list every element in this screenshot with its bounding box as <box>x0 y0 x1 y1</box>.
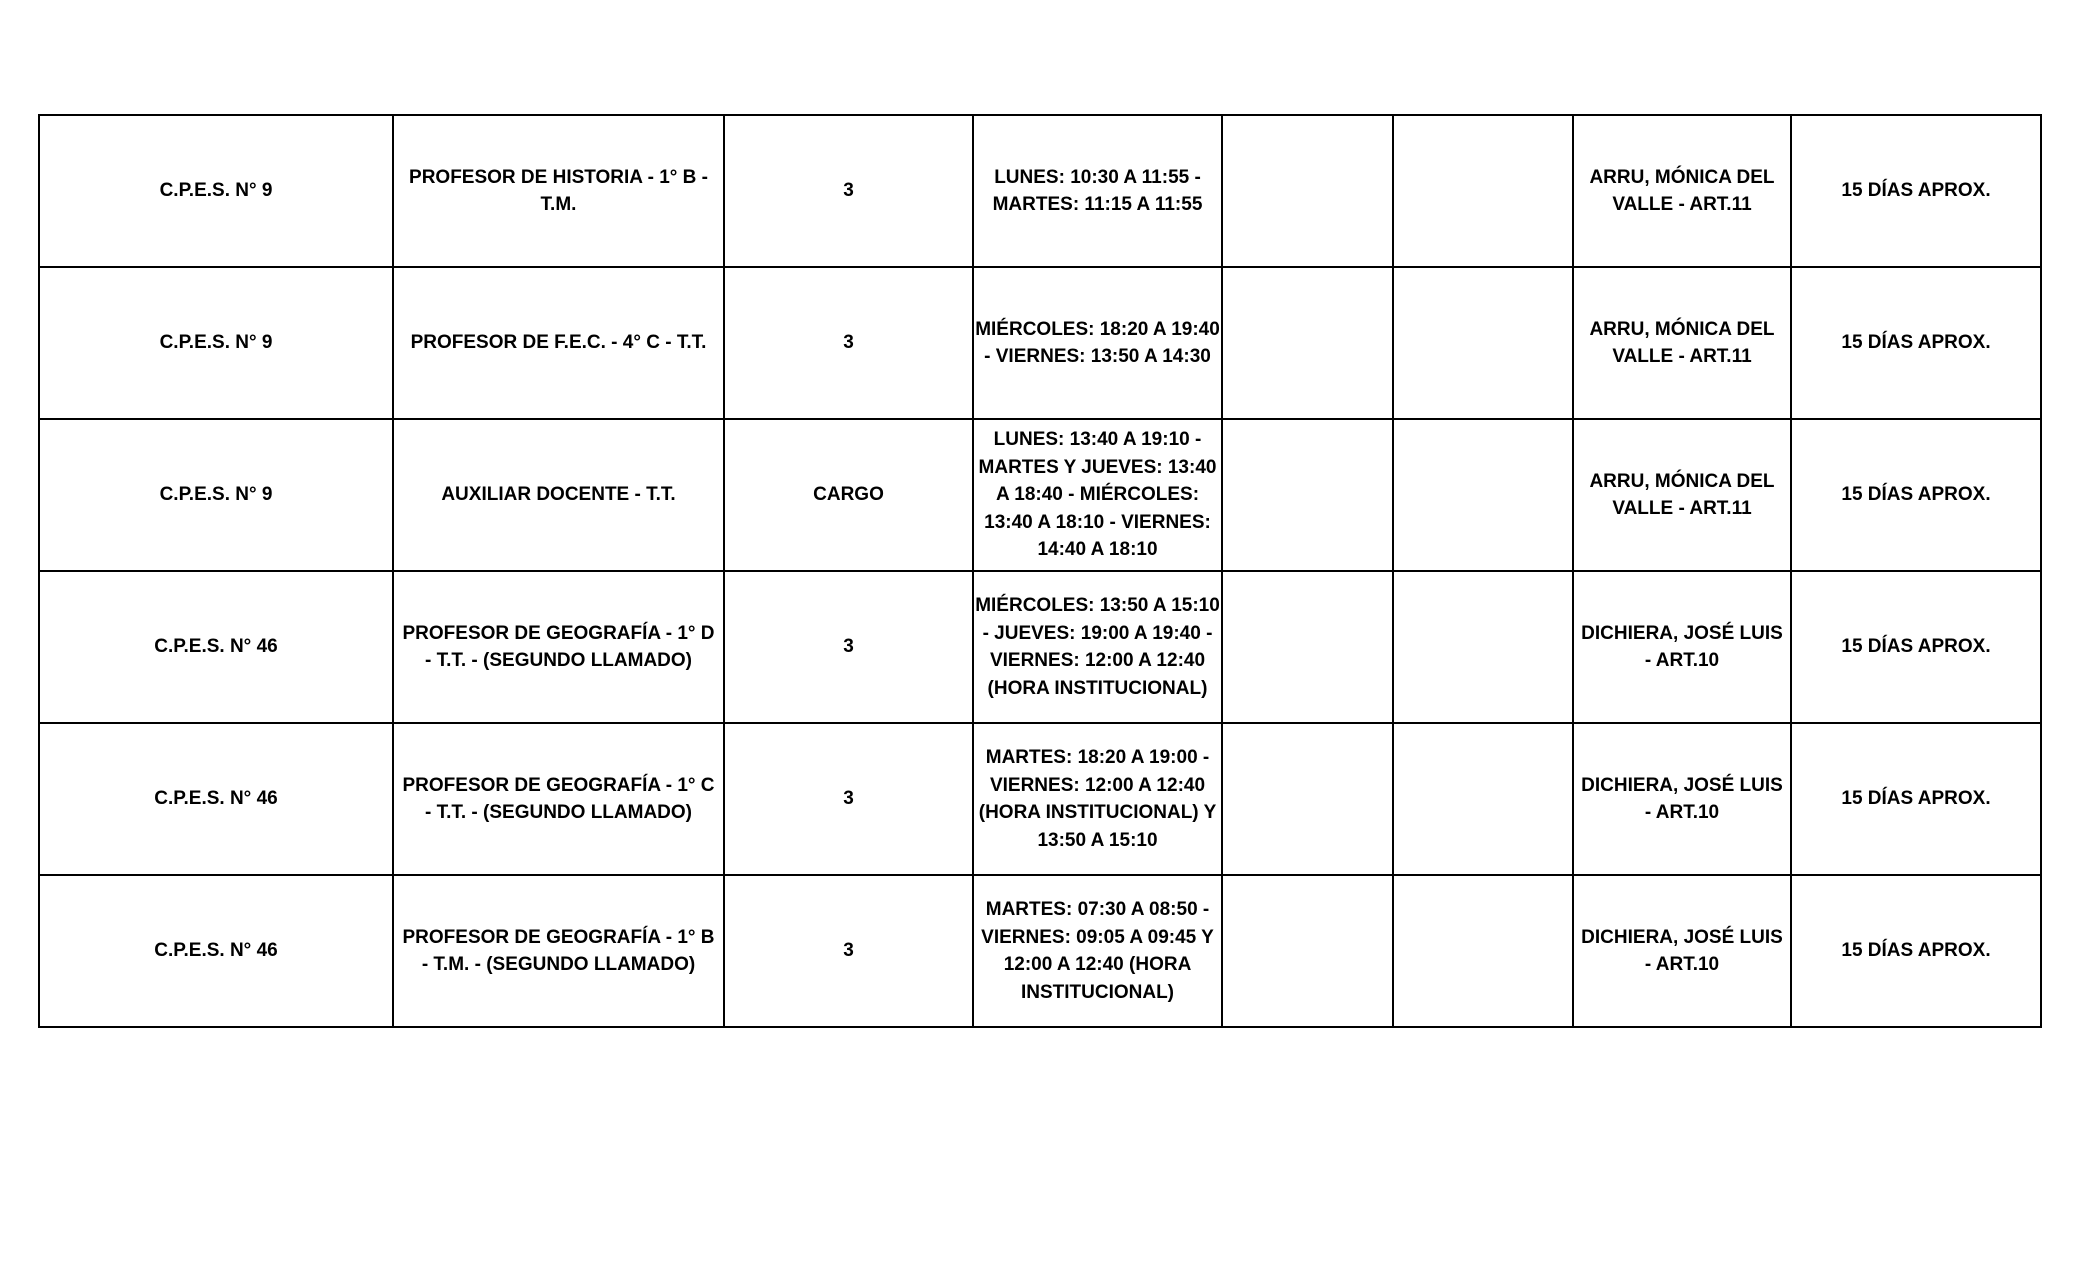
school-cell: C.P.E.S. N° 9 <box>39 419 393 571</box>
teacher-cell: DICHIERA, JOSÉ LUIS - ART.10 <box>1573 723 1791 875</box>
hours-cell: CARGO <box>724 419 973 571</box>
teacher-cell: ARRU, MÓNICA DEL VALLE - ART.11 <box>1573 419 1791 571</box>
empty-cell <box>1393 571 1573 723</box>
schedule-cell: MARTES: 07:30 A 08:50 - VIERNES: 09:05 A 09:45 Y 12:00 A 12:40 (HORA INSTITUCIONAL) <box>973 875 1222 1027</box>
teacher-cell: DICHIERA, JOSÉ LUIS - ART.10 <box>1573 875 1791 1027</box>
vacancy-table <box>38 114 2042 1028</box>
table-row <box>39 723 2041 875</box>
empty-cell <box>1393 723 1573 875</box>
empty-cell <box>1222 723 1393 875</box>
empty-cell <box>1393 267 1573 419</box>
empty-cell <box>1393 115 1573 267</box>
position-cell: PROFESOR DE GEOGRAFÍA - 1° D - T.T. - (SEGUNDO LLAMADO) <box>393 571 724 723</box>
school-cell: C.P.E.S. N° 46 <box>39 571 393 723</box>
schedule-cell: MIÉRCOLES: 18:20 A 19:40 - VIERNES: 13:50 A 14:30 <box>973 267 1222 419</box>
table-row <box>39 267 2041 419</box>
schedule-cell: MIÉRCOLES: 13:50 A 15:10 - JUEVES: 19:00 A 19:40 - VIERNES: 12:00 A 12:40 (HORA INSTITUCIONAL) <box>973 571 1222 723</box>
hours-cell: 3 <box>724 267 973 419</box>
position-cell: PROFESOR DE HISTORIA - 1° B - T.M. <box>393 115 724 267</box>
hours-cell: 3 <box>724 115 973 267</box>
school-cell: C.P.E.S. N° 46 <box>39 723 393 875</box>
empty-cell <box>1222 267 1393 419</box>
empty-cell <box>1222 571 1393 723</box>
school-cell: C.P.E.S. N° 9 <box>39 267 393 419</box>
table-row <box>39 571 2041 723</box>
teacher-cell: DICHIERA, JOSÉ LUIS - ART.10 <box>1573 571 1791 723</box>
position-cell: PROFESOR DE GEOGRAFÍA - 1° C - T.T. - (SEGUNDO LLAMADO) <box>393 723 724 875</box>
duration-cell: 15 DÍAS APROX. <box>1791 419 2041 571</box>
teacher-cell: ARRU, MÓNICA DEL VALLE - ART.11 <box>1573 267 1791 419</box>
duration-cell: 15 DÍAS APROX. <box>1791 115 2041 267</box>
schedule-cell: MARTES: 18:20 A 19:00 - VIERNES: 12:00 A 12:40 (HORA INSTITUCIONAL) Y 13:50 A 15:10 <box>973 723 1222 875</box>
school-cell: C.P.E.S. N° 9 <box>39 115 393 267</box>
empty-cell <box>1222 419 1393 571</box>
position-cell: AUXILIAR DOCENTE - T.T. <box>393 419 724 571</box>
schedule-cell: LUNES: 10:30 A 11:55 - MARTES: 11:15 A 11:55 <box>973 115 1222 267</box>
empty-cell <box>1222 115 1393 267</box>
duration-cell: 15 DÍAS APROX. <box>1791 875 2041 1027</box>
position-cell: PROFESOR DE F.E.C. - 4° C - T.T. <box>393 267 724 419</box>
table-row <box>39 115 2041 267</box>
table-row <box>39 419 2041 571</box>
hours-cell: 3 <box>724 875 973 1027</box>
teacher-cell: ARRU, MÓNICA DEL VALLE - ART.11 <box>1573 115 1791 267</box>
school-cell: C.P.E.S. N° 46 <box>39 875 393 1027</box>
empty-cell <box>1393 875 1573 1027</box>
empty-cell <box>1393 419 1573 571</box>
position-cell: PROFESOR DE GEOGRAFÍA - 1° B - T.M. - (SEGUNDO LLAMADO) <box>393 875 724 1027</box>
duration-cell: 15 DÍAS APROX. <box>1791 723 2041 875</box>
empty-cell <box>1222 875 1393 1027</box>
table-row <box>39 875 2041 1027</box>
duration-cell: 15 DÍAS APROX. <box>1791 571 2041 723</box>
hours-cell: 3 <box>724 571 973 723</box>
duration-cell: 15 DÍAS APROX. <box>1791 267 2041 419</box>
schedule-cell: LUNES: 13:40 A 19:10 - MARTES Y JUEVES: 13:40 A 18:40 - MIÉRCOLES: 13:40 A 18:10 - VIERNES: 14:40 A 18:10 <box>973 419 1222 571</box>
hours-cell: 3 <box>724 723 973 875</box>
